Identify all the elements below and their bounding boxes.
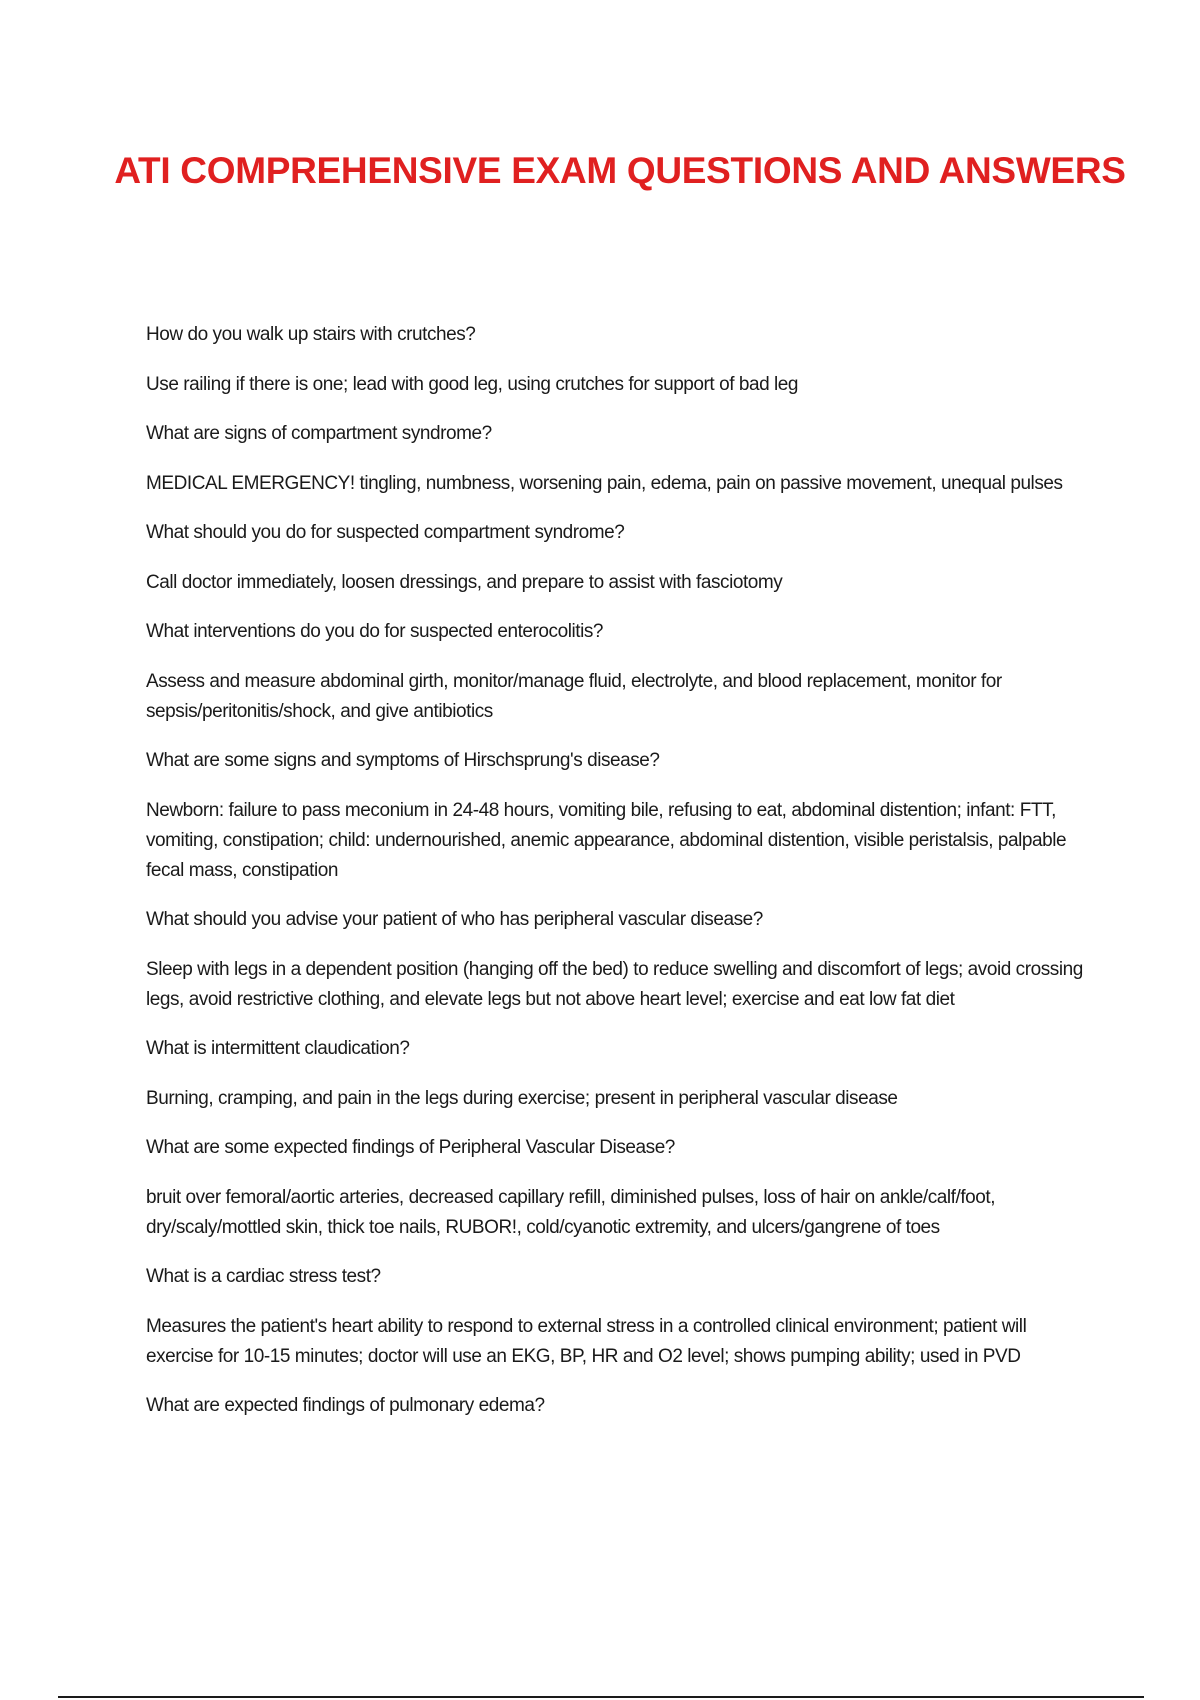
qa-list <box>146 320 1086 1441</box>
question-text: What are some expected findings of Peripheral Vascular Disease? <box>146 1137 675 1158</box>
question-text: What interventions do you do for suspected enterocolitis? <box>146 621 604 642</box>
qa-item <box>146 1133 1086 1243</box>
answer-text: MEDICAL EMERGENCY! tingling, numbness, worsening pain, edema, pain on passive movement, unequal pulses <box>146 472 1063 494</box>
qa-item <box>146 518 1086 598</box>
question-text: What are expected findings of pulmonary edema? <box>146 1395 545 1416</box>
question-text: What is a cardiac stress test? <box>146 1266 381 1287</box>
question-text: How do you walk up stairs with crutches? <box>146 324 476 345</box>
question-text: What are signs of compartment syndrome? <box>146 423 492 444</box>
question-text: What should you do for suspected compartment syndrome? <box>146 522 625 543</box>
answer-text: Burning, cramping, and pain in the legs during exercise; present in peripheral vascular disease <box>146 1087 898 1109</box>
question-text: What is intermittent claudication? <box>146 1038 410 1059</box>
page-title: ATI COMPREHENSIVE EXAM QUESTIONS AND ANSWERS <box>114 150 1126 191</box>
answer-text: Measures the patient's heart ability to respond to external stress in a controlled clinical environment; patient will exercise for 10-15 minutes; doctor will use an EKG, BP, HR and O2 level; shows pumping ability; used in PVD <box>146 1315 1027 1367</box>
answer-text: Assess and measure abdominal girth, monitor/manage fluid, electrolyte, and blood replacement, monitor for sepsis/peritonitis/shock, and give antibiotics <box>146 670 1002 722</box>
qa-item <box>146 320 1086 400</box>
answer-text: Sleep with legs in a dependent position (hanging off the bed) to reduce swelling and discomfort of legs; avoid crossing legs, avoid restrictive clothing, and elevate legs but not above heart level; exercise and eat low fat diet <box>146 958 1083 1010</box>
answer-text: Use railing if there is one; lead with good leg, using crutches for support of bad leg <box>146 373 799 395</box>
qa-item <box>146 1034 1086 1114</box>
answer-text: Newborn: failure to pass meconium in 24-48 hours, vomiting bile, refusing to eat, abdominal distention; infant: FTT, vomiting, constipation; child: undernourished, anemic appearance, abdominal distention, visible peristalsis, palpable fecal mass, constipation <box>146 799 1067 881</box>
qa-item <box>146 1262 1086 1372</box>
answer-text: Call doctor immediately, loosen dressings, and prepare to assist with fasciotomy <box>146 571 783 593</box>
answer-text: bruit over femoral/aortic arteries, decreased capillary refill, diminished pulses, loss of hair on ankle/calf/foot, dry/scaly/mottled skin, thick toe nails, RUBOR!, cold/cyanotic extremity, and ulcers/gangrene of toes <box>146 1186 996 1238</box>
qa-item <box>146 1391 1086 1421</box>
qa-item <box>146 617 1086 727</box>
qa-item <box>146 419 1086 499</box>
page-bottom-rule <box>58 1696 1144 1698</box>
qa-item <box>146 905 1086 1015</box>
question-text: What are some signs and symptoms of Hirschsprung's disease? <box>146 750 660 771</box>
qa-item <box>146 746 1086 886</box>
question-text: What should you advise your patient of who has peripheral vascular disease? <box>146 909 763 930</box>
